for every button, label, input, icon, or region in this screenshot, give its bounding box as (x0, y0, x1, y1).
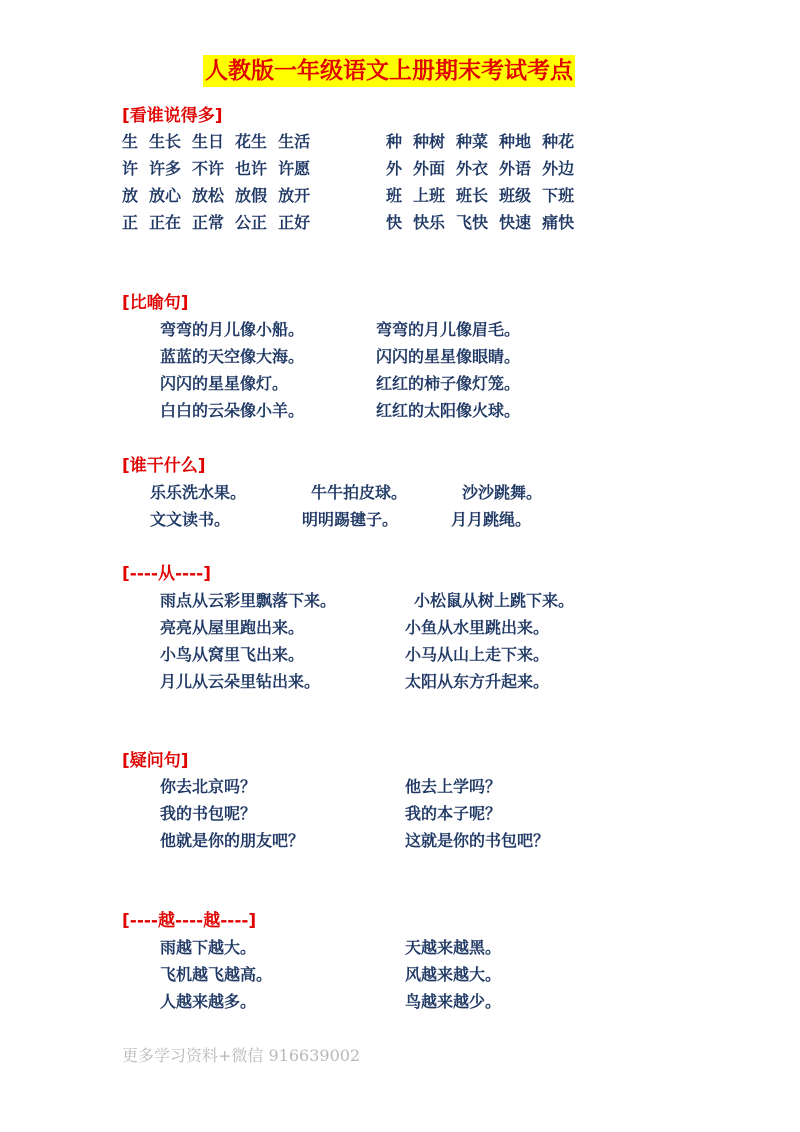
vocab-left-row (122, 131, 321, 153)
vocab-word: 放 (122, 186, 139, 205)
who-line: 沙沙跳舞。 (462, 483, 543, 502)
section-heading-vocab: [看谁说得多] (122, 106, 223, 126)
vocab-right-row (386, 158, 585, 180)
page-title: 人教版一年级语文上册期末考试考点 (203, 55, 575, 87)
vocab-word: 生日 (192, 132, 225, 151)
vocab-word: 班长 (456, 186, 489, 205)
from-right-line: 太阳从东方升起来。 (405, 672, 550, 691)
from-left-line: 月儿从云朵里钻出来。 (160, 672, 321, 691)
vocab-left-row (122, 185, 321, 207)
vocab-word: 痛快 (542, 213, 575, 232)
who-line: 文文读书。 (150, 510, 231, 529)
vocab-word: 外 (386, 159, 403, 178)
vocab-word: 外语 (499, 159, 532, 178)
question-right-line: 我的本子呢？ (405, 804, 502, 823)
vocab-word: 快乐 (413, 213, 446, 232)
vocab-left-row (122, 158, 321, 180)
vocab-word: 种树 (413, 132, 446, 151)
from-left-line: 小鸟从窝里飞出来。 (160, 645, 305, 664)
from-left-line: 雨点从云彩里飘落下来。 (160, 591, 337, 610)
more-right-line: 风越来越大。 (405, 965, 502, 984)
vocab-word: 种菜 (456, 132, 489, 151)
vocab-word: 外边 (542, 159, 575, 178)
from-right-line: 小松鼠从树上跳下来。 (414, 591, 575, 610)
vocab-word: 上班 (413, 186, 446, 205)
vocab-word: 放假 (235, 186, 268, 205)
who-line: 明明踢毽子。 (302, 510, 399, 529)
simile-right-line: 闪闪的星星像眼睛。 (376, 347, 521, 366)
vocab-word: 生长 (149, 132, 182, 151)
section-heading-more: [----越----越----] (122, 911, 257, 931)
who-line: 牛牛拍皮球。 (311, 483, 408, 502)
vocab-word: 许 (122, 159, 139, 178)
vocab-word: 正好 (278, 213, 311, 232)
vocab-word: 班级 (499, 186, 532, 205)
more-left-line: 雨越下越大。 (160, 938, 257, 957)
footer-watermark: 更多学习资料+微信 916639002 (122, 1046, 361, 1065)
question-left-line: 你去北京吗？ (160, 777, 257, 796)
vocab-word: 种花 (542, 132, 575, 151)
question-right-line: 这就是你的书包吧？ (405, 831, 550, 850)
vocab-word: 快速 (499, 213, 532, 232)
vocab-word: 正 (122, 213, 139, 232)
vocab-word: 公正 (235, 213, 268, 232)
vocab-word: 快 (386, 213, 403, 232)
vocab-word: 正在 (149, 213, 182, 232)
vocab-word: 外衣 (456, 159, 489, 178)
simile-left-line: 弯弯的月儿像小船。 (160, 320, 305, 339)
question-left-line: 我的书包呢？ (160, 804, 257, 823)
who-line: 乐乐洗水果。 (150, 483, 247, 502)
vocab-word: 许愿 (278, 159, 311, 178)
section-heading-who: [谁干什么] (122, 456, 206, 476)
question-right-line: 他去上学吗？ (405, 777, 502, 796)
vocab-word: 许多 (149, 159, 182, 178)
vocab-right-row (386, 131, 585, 153)
section-heading-simile: [比喻句] (122, 293, 189, 313)
section-heading-question: [疑问句] (122, 751, 189, 771)
more-right-line: 天越来越黑。 (405, 938, 502, 957)
more-right-line: 鸟越来越少。 (405, 992, 502, 1011)
from-right-line: 小马从山上走下来。 (405, 645, 550, 664)
vocab-word: 放开 (278, 186, 311, 205)
simile-left-line: 白白的云朵像小羊。 (160, 401, 305, 420)
section-heading-from: [----从----] (122, 564, 211, 584)
vocab-word: 也许 (235, 159, 268, 178)
vocab-left-row (122, 212, 321, 234)
vocab-right-row (386, 212, 585, 234)
from-left-line: 亮亮从屋里跑出来。 (160, 618, 305, 637)
vocab-word: 飞快 (456, 213, 489, 232)
vocab-word: 下班 (542, 186, 575, 205)
more-left-line: 飞机越飞越高。 (160, 965, 273, 984)
vocab-word: 花生 (235, 132, 268, 151)
simile-right-line: 红红的太阳像火球。 (376, 401, 521, 420)
vocab-word: 正常 (192, 213, 225, 232)
more-left-line: 人越来越多。 (160, 992, 257, 1011)
vocab-word: 生活 (278, 132, 311, 151)
question-left-line: 他就是你的朋友吧？ (160, 831, 305, 850)
who-line: 月月跳绳。 (451, 510, 532, 529)
vocab-word: 放松 (192, 186, 225, 205)
from-right-line: 小鱼从水里跳出来。 (405, 618, 550, 637)
vocab-word: 班 (386, 186, 403, 205)
vocab-word: 种 (386, 132, 403, 151)
simile-right-line: 弯弯的月儿像眉毛。 (376, 320, 521, 339)
simile-right-line: 红红的柿子像灯笼。 (376, 374, 521, 393)
simile-left-line: 闪闪的星星像灯。 (160, 374, 289, 393)
simile-left-line: 蓝蓝的天空像大海。 (160, 347, 305, 366)
vocab-word: 放心 (149, 186, 182, 205)
vocab-right-row (386, 185, 585, 207)
vocab-word: 不许 (192, 159, 225, 178)
vocab-word: 外面 (413, 159, 446, 178)
vocab-word: 生 (122, 132, 139, 151)
vocab-word: 种地 (499, 132, 532, 151)
